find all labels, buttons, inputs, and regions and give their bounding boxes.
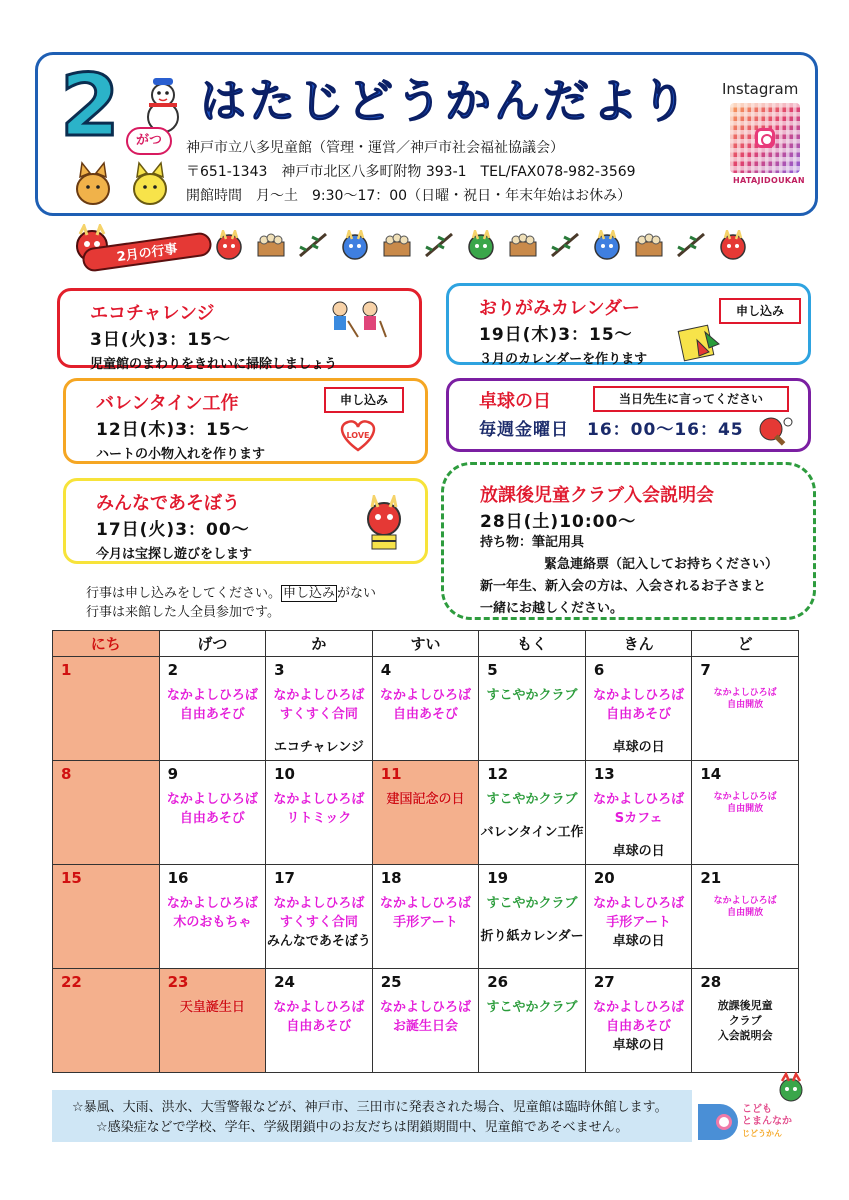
calendar-event: なかよしひろば [713,688,777,698]
month-badge: がつ [126,127,172,155]
day-number: 21 [700,869,722,887]
day-number: 12 [487,765,509,783]
calendar-event: 自由あそび [179,811,245,826]
calendar-day-cell [372,657,479,761]
calendar-day-cell [479,657,586,761]
calendar-event: 卓球の日 [612,844,665,859]
calendar-day-cell [159,761,266,865]
calendar-event: 自由あそび [606,1019,672,1034]
day-number: 19 [487,869,509,887]
calendar-event: すくすく合同 [279,707,358,722]
calendar-day-cell [159,969,266,1073]
newsletter-title: はたじどうかんだより [200,74,690,128]
calendar-event: すこやかクラブ [486,1000,578,1015]
event-title: おりがみカレンダー [479,298,640,319]
calendar-event: すこやかクラブ [486,896,578,911]
calendar-header-row [53,631,799,657]
day-number: 3 [274,661,285,679]
ping-pong-paddle-icon [757,415,793,447]
calendar-event: バレンタイン工作 [480,825,584,840]
calendar-event: 木のおもちゃ [173,915,252,930]
event-title: 放課後児童クラブ入会説明会 [480,485,714,506]
calendar-event: なかよしひろば [273,896,365,911]
signup-note-1 [86,582,376,601]
calendar-day-cell [266,761,373,865]
blue-demon-icon [338,230,372,260]
red-demon-icon [716,230,750,260]
weekday-header: きん [585,631,692,657]
event-date: 12日(木)3：15～ [96,420,250,440]
calendar-event: なかよしひろば [273,792,365,807]
origami-paper-icon [675,322,725,362]
logo-text-2: とまんなか [742,1116,792,1127]
logo-text-1: こども [742,1104,772,1115]
day-number: 22 [61,973,82,991]
event-date: 28日(土)10:00～ [480,512,637,532]
calendar-week-row [53,969,799,1073]
weekday-header: すい [372,631,479,657]
bean-box-icon [632,230,666,260]
calendar-day-cell [266,865,373,969]
kids-sweeping-illustration [324,299,388,339]
calendar-event: なかよしひろば [713,792,777,802]
signup-required-tag: 申し込み [719,298,801,324]
calendar-event: 天皇誕生日 [179,1000,245,1015]
qr-caption: HATAJIDOUKAN [733,176,805,185]
signup-required-tag: 申し込み [324,387,404,413]
day-number: 15 [61,869,82,887]
footer-notice [52,1090,692,1142]
signup-note-text-end: がない [337,586,377,601]
day-number: 17 [274,869,295,887]
calendar-day-cell [692,761,799,865]
signup-note-text: 行事は申し込みをしてください。 [86,586,282,601]
event-table-tennis-day [446,378,811,452]
red-demon-illustration [356,495,412,555]
calendar-event: 自由あそび [606,707,672,722]
calendar-event: なかよしひろば [713,896,777,906]
event-date: 19日(木)3：15～ [479,325,633,345]
calendar-event: 自由あそび [286,1019,352,1034]
holly-branch-icon [674,230,708,260]
calendar-event: 自由あそび [392,707,458,722]
org-line: 神戸市立八多児童館（管理・運営／神戸市社会福祉協議会） [186,140,564,156]
calendar-event: 卓球の日 [612,1038,665,1053]
weekday-header: ど [692,631,799,657]
event-title: 卓球の日 [479,391,551,412]
day-number: 13 [593,765,615,783]
day-number: 6 [593,661,605,679]
calendar-event: 自由開放 [727,700,764,710]
calendar-week-row [53,865,799,969]
heart-label: LOVE [346,431,370,440]
calendar-event: なかよしひろば [593,688,685,703]
calendar-event: なかよしひろば [273,1000,365,1015]
event-origami-calendar [446,283,811,365]
day-number: 7 [700,661,711,679]
calendar-event: すくすく合同 [279,915,358,930]
calendar-day-cell [53,865,160,969]
calendar-event: 自由あそび [179,707,245,722]
day-number: 26 [487,973,509,991]
event-desc: 児童館のまわりをきれいに掃除しましょう [90,357,338,372]
logo-o-shape [716,1114,732,1130]
holly-branch-icon [296,230,330,260]
calendar-event: すこやかクラブ [486,792,578,807]
holly-branch-icon [422,230,456,260]
calendar-day-cell [692,865,799,969]
events-banner [62,222,802,278]
calendar-day-cell [372,865,479,969]
month-number: 2 [60,56,120,156]
calendar-event: 手形アート [606,915,671,930]
day-number: 5 [487,661,498,679]
bean-box-icon [506,230,540,260]
logo-text-3: じどうかん [742,1129,782,1138]
logo-text [742,1104,792,1140]
calendar-day-cell [159,657,266,761]
weekday-header: げつ [159,631,266,657]
calendar-event: なかよしひろば [166,792,258,807]
calendar-event: なかよしひろば [379,688,471,703]
calendar-day-cell [692,657,799,761]
calendar-day-cell [479,761,586,865]
calendar-day-cell [266,969,373,1073]
calendar-day-cell [692,969,799,1073]
event-title: バレンタイン工作 [96,393,239,414]
calendar-day-cell [479,969,586,1073]
club-note-2: 一緒にお越しください。 [480,601,624,616]
address-line: 〒651-1343 神戸市北区八多町附物 393-1 TEL/FAX078-982-3569 [186,164,636,180]
holly-branch-icon [548,230,582,260]
day-number: 2 [167,661,178,679]
calendar-event: 折り紙カレンダー [480,929,584,944]
calendar-event: なかよしひろば [593,896,685,911]
event-desc: ３月のカレンダーを作ります [479,352,648,367]
day-number: 25 [380,973,402,991]
red-demon-icon [212,230,246,260]
mascot-face-icon [774,1072,808,1102]
calendar-day-cell [53,969,160,1073]
event-desc: 今月は宝探し遊びをします [96,547,253,562]
calendar-event: 放課後児童 [717,999,773,1012]
event-date: 3日(火)3：15～ [90,330,231,350]
event-schedule: 毎週金曜日 16：00～16：45 [479,420,744,440]
signup-note-boxed: 申し込み [283,586,336,601]
calendar-event: 手形アート [393,915,458,930]
items-to-bring: 持ち物：筆記用具 [480,535,585,550]
calendar-day-cell [585,761,692,865]
calendar-event: Sカフェ [614,811,663,826]
bean-box-icon [254,230,288,260]
calendar-event: 自由開放 [727,804,764,814]
instagram-icon [755,128,775,148]
day-number: 4 [380,661,392,679]
footer-line-infection: ☆感染症などで学校、学年、学級閉鎖中のお友だちは閉鎖期間中、児童館であそべません。 [96,1120,629,1135]
event-title: エコチャレンジ [90,303,215,324]
green-demon-icon [464,230,498,260]
heart-icon [336,417,380,453]
event-date: 17日(火)3：00～ [96,520,250,540]
event-valentine-craft [63,378,428,464]
event-desc: ハートの小物入れを作ります [96,447,266,462]
kodomo-mannaka-logo [696,1072,816,1148]
blue-demon-icon [590,230,624,260]
instagram-label: Instagram [722,80,799,98]
calendar-day-cell [159,865,266,969]
weekday-header: もく [479,631,586,657]
calendar-event: すこやかクラブ [486,688,578,703]
signup-note-2: 行事は来館した人全員参加です。 [86,605,280,620]
calendar-event: なかよしひろば [166,688,258,703]
calendar-event: 卓球の日 [612,740,665,755]
calendar-day-cell [585,969,692,1073]
calendar-event: 自由開放 [727,908,764,918]
day-number: 14 [700,765,722,783]
day-number: 20 [593,869,615,887]
items-to-bring-2: 緊急連絡票（記入してお持ちください） [544,557,779,572]
calendar-event: クラブ [728,1014,762,1027]
calendar-day-cell [53,657,160,761]
calendar-event: なかよしひろば [593,1000,685,1015]
event-afterschool-club-briefing [441,462,816,620]
calendar-day-cell [53,761,160,865]
newsletter-header [35,52,818,216]
calendar-event: なかよしひろば [166,896,258,911]
calendar-event: 建国記念の日 [386,792,465,807]
bean-box-icon [380,230,414,260]
cats-illustration [68,155,178,205]
day-number: 16 [167,869,189,887]
calendar-event: なかよしひろば [379,1000,471,1015]
calendar-event: 卓球の日 [612,934,665,949]
day-number: 10 [274,765,295,783]
setsubun-decorations [212,230,750,260]
calendar-event: お誕生日会 [392,1019,458,1034]
snowman-illustration [133,75,193,135]
calendar-day-cell [585,657,692,761]
weekday-header: か [266,631,373,657]
event-title: みんなであそぼう [96,493,240,514]
instagram-qr-code[interactable] [730,103,800,173]
calendar-day-cell [372,969,479,1073]
calendar-event: みんなであそぼう [266,934,371,949]
hours-line: 開館時間 月～土 9:30～17：00（日曜・祝日・年末年始はお休み） [186,188,632,204]
calendar-event: なかよしひろば [593,792,685,807]
calendar-event: 入会説明会 [717,1029,773,1042]
club-note-1: 新一年生、新入会の方は、入会されるお子さまと [480,579,767,594]
calendar-week-row [53,657,799,761]
calendar-event: なかよしひろば [379,896,471,911]
day-number: 23 [167,973,189,991]
day-number: 9 [167,765,178,783]
events-banner-label: 2月の行事 [81,231,213,273]
calendar-day-cell [585,865,692,969]
day-number: 27 [593,973,615,991]
event-lets-play [63,478,428,564]
tell-teacher-tag: 当日先生に言ってください [593,386,789,412]
day-number: 1 [61,661,72,679]
calendar-event: エコチャレンジ [273,740,364,755]
day-number: 18 [380,869,402,887]
calendar-day-cell [479,865,586,969]
calendar-week-row [53,761,799,865]
weekday-header: にち [53,631,160,657]
calendar-day-cell [372,761,479,865]
day-number: 24 [274,973,295,991]
monthly-calendar [52,630,799,1073]
day-number: 11 [380,765,402,783]
event-eco-challenge [57,288,422,372]
day-number: 28 [700,973,722,991]
day-number: 8 [61,765,72,783]
calendar-day-cell [266,657,373,761]
footer-line-weather: ☆暴風、大雨、洪水、大雪警報などが、神戸市、三田市に発表された場合、児童館は臨時休館します。 [72,1100,668,1115]
calendar-event: なかよしひろば [273,688,365,703]
calendar-event: リトミック [286,811,352,826]
